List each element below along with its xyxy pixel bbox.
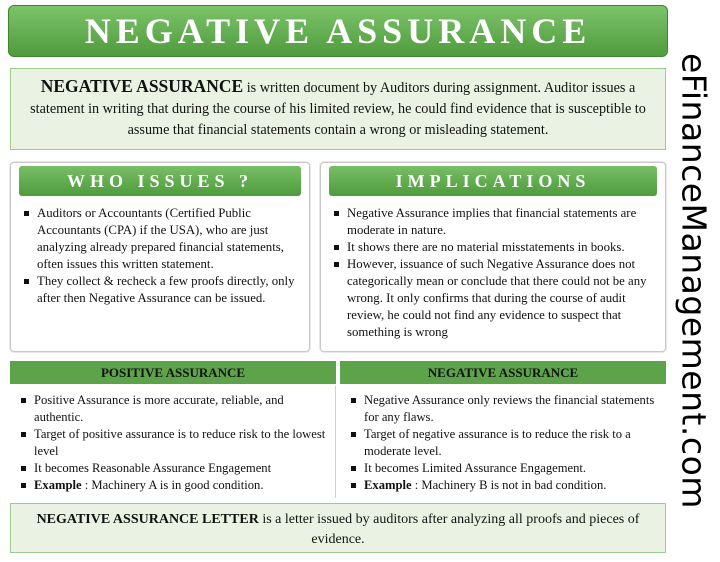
letter-panel: [10, 503, 666, 553]
negative-assurance-list: [350, 392, 660, 494]
example-label: Example: [34, 478, 82, 492]
letter-lead: NEGATIVE ASSURANCE LETTER: [36, 512, 259, 527]
definition-lead: NEGATIVE ASSURANCE: [40, 76, 244, 96]
positive-assurance-heading: POSITIVE ASSURANCE: [10, 361, 336, 384]
implications-heading: IMPLICATIONS: [329, 166, 657, 196]
implications-panel: [320, 162, 666, 352]
list-item: Negative Assurance implies that financial statements are moderate in nature.: [333, 205, 661, 239]
example-text: : Machinery A is in good condition.: [81, 478, 264, 492]
list-item: Target of positive assurance is to reduce risk to the lowest level: [20, 426, 330, 460]
negative-assurance-heading: NEGATIVE ASSURANCE: [340, 361, 666, 384]
implications-list: [333, 205, 661, 341]
list-item: It shows there are no material misstatements in books.: [333, 239, 661, 256]
who-issues-heading: WHO ISSUES ?: [19, 166, 301, 196]
list-item: However, issuance of such Negative Assurance does not categorically mean or conclude that there could not be any wrong. It only confirms that during the course of audit review, he could not find any evidence to suspect that something is wrong: [333, 256, 661, 341]
list-item: Negative Assurance only reviews the financial statements for any flaws.: [350, 392, 660, 426]
who-issues-panel: [10, 162, 310, 352]
list-item: Target of negative assurance is to reduce the risk to a moderate level.: [350, 426, 660, 460]
list-item: Auditors or Accountants (Certified Public Accountants (CPA) if the USA), who are just analyzing already prepared financial statements, often issues this written statement.: [23, 205, 305, 273]
example-text: : Machinery B is not in bad condition.: [411, 478, 607, 492]
list-item: It becomes Reasonable Assurance Engagement: [20, 460, 330, 477]
who-issues-list: [23, 205, 305, 307]
brand-watermark: [668, 0, 720, 562]
list-item: They collect & recheck a few proofs directly, only after then Negative Assurance can be issued.: [23, 273, 305, 307]
list-item: [350, 477, 660, 494]
positive-assurance-list: [20, 392, 330, 494]
brand-text: eFinanceManagement.com: [674, 53, 714, 509]
definition-panel: [10, 68, 666, 150]
list-item: Positive Assurance is more accurate, reliable, and authentic.: [20, 392, 330, 426]
letter-text: is a letter issued by auditors after analyzing all proofs and pieces of evidence.: [258, 512, 640, 547]
list-item: It becomes Limited Assurance Engagement.: [350, 460, 660, 477]
list-item: [20, 477, 330, 494]
positive-assurance-panel: [10, 386, 336, 498]
definition-text: is written document by Auditors during assignment. Auditor issues a statement in writing that during the course of his limited review, he could find evidence that is susceptible to assume that financial statements contain a wrong or misleading statement.: [30, 80, 646, 138]
negative-assurance-panel: [340, 386, 666, 498]
page-title: NEGATIVE ASSURANCE: [8, 5, 668, 57]
example-label: Example: [364, 478, 412, 492]
